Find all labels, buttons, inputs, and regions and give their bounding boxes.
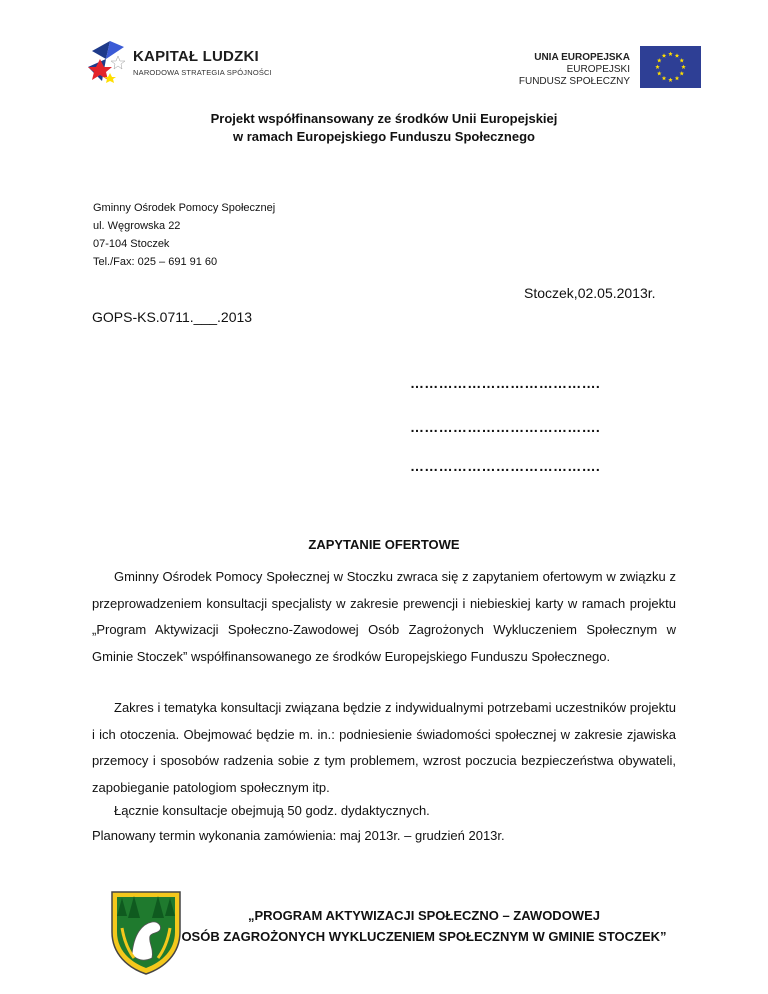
body-paragraph-2 — [92, 695, 676, 801]
eu-logo-line3: FUNDUSZ SPOŁECZNY — [518, 76, 630, 87]
eu-star-icon — [655, 65, 660, 69]
eu-star-icon — [675, 53, 680, 57]
sender-name: Gminny Ośrodek Pomocy Społecznej — [93, 202, 276, 214]
sender-city: 07-104 Stoczek — [93, 238, 170, 250]
sender-phone: Tel./Fax: 025 – 691 91 60 — [93, 256, 218, 268]
project-line-1: Projekt współfinansowany ze środków Unii Europejskiej — [210, 111, 558, 126]
body-paragraph-3 — [92, 798, 676, 825]
eu-star-icon — [679, 58, 684, 62]
sender-street: ul. Węgrowska 22 — [93, 220, 181, 232]
body-paragraph-4 — [92, 823, 676, 850]
eu-logo-line2: EUROPEJSKI — [566, 64, 630, 75]
document-title: ZAPYTANIE OFERTOWE — [308, 537, 460, 552]
eu-star-icon — [681, 65, 686, 69]
eu-flag-icon — [640, 46, 701, 88]
recipient-line-3: …………………………………. — [410, 458, 601, 474]
eu-star-icon — [668, 52, 673, 56]
body-paragraph-3-text: Łącznie konsultacje obejmują 50 godz. dydaktycznych. — [114, 803, 430, 818]
place-date: Stoczek,02.05.2013r. — [524, 285, 656, 301]
body-paragraph-2-text: Zakres i tematyka konsultacji związana będzie z indywidualnymi potrzebami uczestników projektu i ich otoczenia. Obejmować będzie m. in.: podniesienie świadomości społecznej w zakresie zjawiska przemocy i sposobów radzenia sobie z tym problemem, wzrost poczucia bezpieczeństwa obywateli, zapobieganie patologiom społecznym itp. — [92, 700, 676, 795]
reference-number: GOPS-KS.0711.___.2013 — [92, 309, 253, 325]
eu-star-icon — [662, 53, 667, 57]
eu-logo-line1: UNIA EUROPEJSKA — [534, 52, 630, 63]
eu-star-icon — [662, 76, 667, 80]
sender-address — [93, 199, 275, 271]
eu-star-icon — [657, 58, 662, 62]
project-line-2: w ramach Europejskiego Funduszu Społecznego — [233, 129, 535, 144]
eu-logo-text — [470, 52, 630, 88]
eu-star-icon — [675, 76, 680, 80]
body-paragraph-1-text: Gminny Ośrodek Pomocy Społecznej w Stoczku zwraca się z zapytaniem ofertowym w związku z przeprowadzeniem konsultacji specjalisty w zakresie prewencji i niebieskiej karty w ramach projektu „Program Aktywizacji Społeczno-Zawodowej Osób Zagrożonych Wykluczeniem Społecznym w Gminie Stoczek” współfinansowanego ze środków Europejskiego Funduszu Społecznego. — [92, 569, 676, 664]
kapital-ludzki-subtitle: NARODOWA STRATEGIA SPÓJNOŚCI — [133, 68, 272, 77]
body-paragraph-4-text: Planowany termin wykonania zamówienia: maj 2013r. – grudzień 2013r. — [92, 828, 505, 843]
eu-star-icon — [668, 78, 673, 82]
eu-star-icon — [657, 71, 662, 75]
kapital-ludzki-title: KAPITAŁ LUDZKI — [133, 48, 259, 65]
recipient-line-2: …………………………………. — [410, 419, 601, 435]
footer-line-2: OSÓB ZAGROŻONYCH WYKLUCZENIEM SPOŁECZNYM W GMINIE STOCZEK” — [181, 929, 667, 944]
body-paragraph-1 — [92, 564, 676, 670]
recipient-line-1: …………………………………. — [410, 375, 601, 391]
eu-star-icon — [679, 71, 684, 75]
footer-line-1: „PROGRAM AKTYWIZACJI SPOŁECZNO – ZAWODOWEJ — [248, 908, 600, 923]
